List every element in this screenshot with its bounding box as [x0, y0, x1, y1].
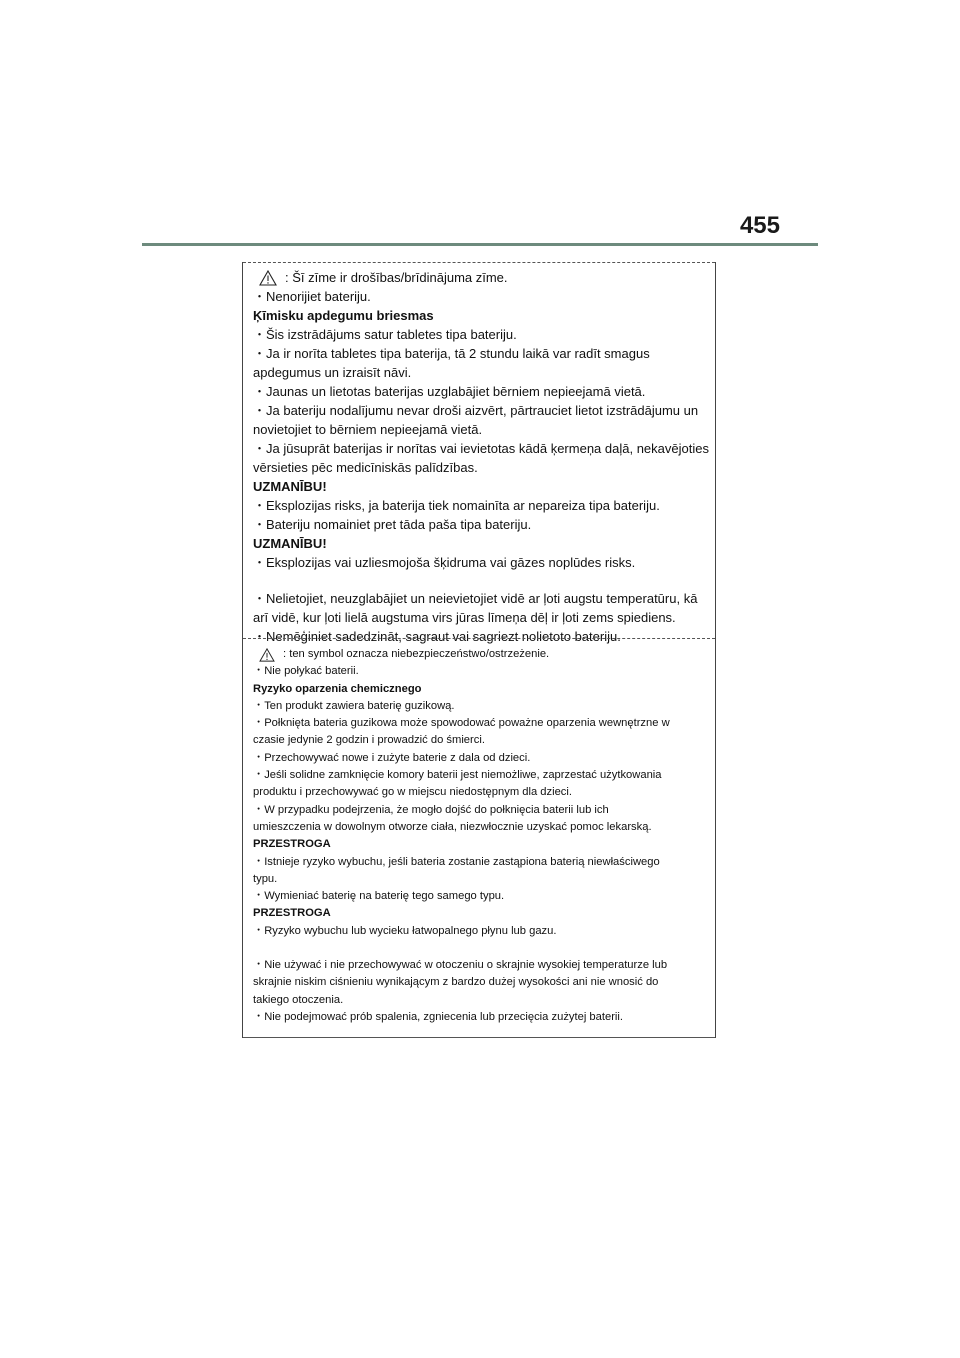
- polish-text-line: ・Przechowywać nowe i zużyte baterie z dala od dzieci.: [253, 751, 531, 764]
- page-number: 455: [739, 212, 780, 239]
- polish-text-line: skrajnie niskim ciśnieniu wynikającym z bardzo dużej wysokości ani nie wnosić do: [253, 976, 659, 989]
- polish-text-line: typu.: [253, 872, 278, 885]
- latvian-heading: UZMANĪBU!: [253, 536, 327, 551]
- polish-symbol-line: [253, 646, 709, 663]
- header-rule: [142, 243, 818, 246]
- polish-lines: [253, 663, 709, 1026]
- latvian-text-line: arī vidē, kur ļoti lielā augstuma virs jūras līmeņa dēļ ir ļoti zems spiediens.: [253, 610, 676, 625]
- latvian-symbol-line: [253, 268, 709, 287]
- latvian-heading: Ķīmisku apdegumu briesmas: [253, 308, 434, 323]
- polish-heading: PRZESTROGA: [253, 838, 331, 851]
- polish-section: [253, 646, 709, 1026]
- polish-text-line: takiego otoczenia.: [253, 993, 344, 1006]
- polish-text-line: ・Ten produkt zawiera baterię guzikową.: [253, 699, 455, 712]
- polish-text-line: ・Ryzyko wybuchu lub wycieku łatwopalnego płynu lub gazu.: [253, 924, 557, 937]
- latvian-text-line: ・Nemēģiniet sadedzināt, sagraut vai sagriezt nolietoto bateriju.: [253, 629, 621, 644]
- battery-warning-notice: [242, 262, 716, 1038]
- latvian-text-line: vērsieties pēc medicīniskās palīdzības.: [253, 460, 478, 475]
- latvian-text-line: novietojiet to bērniem nepieejamā vietā.: [253, 422, 483, 437]
- polish-symbol-note: : ten symbol oznacza niebezpieczeństwo/ostrzeżenie.: [283, 648, 550, 660]
- latvian-heading: UZMANĪBU!: [253, 479, 327, 494]
- latvian-symbol-note: : Šī zīme ir drošības/brīdinājuma zīme.: [285, 270, 508, 285]
- latvian-text-line: ・Ja jūsuprāt baterijas ir norītas vai ievietotas kādā ķermeņa daļā, nekavējoties: [253, 441, 709, 456]
- polish-text-line: ・W przypadku podejrzenia, że mogło dojść do połknięcia baterii lub ich: [253, 803, 609, 816]
- polish-heading: Ryzyko oparzenia chemicznego: [253, 682, 422, 695]
- latvian-text-line: ・Ja ir norīta tabletes tipa baterija, tā 2 stundu laikā var radīt smagus: [253, 346, 650, 361]
- polish-text-line: ・Nie podejmować prób spalenia, zgniecenia lub przecięcia zużytej baterii.: [253, 1010, 624, 1023]
- polish-text-line: ・Nie połykać baterii.: [253, 665, 359, 678]
- polish-text-line: ・Jeśli solidne zamknięcie komory baterii jest niemożliwe, zaprzestać użytkowania: [253, 769, 662, 782]
- polish-text-line: umieszczenia w dowolnym otworze ciała, niezwłocznie uzyskać pomoc lekarską.: [253, 820, 652, 833]
- polish-text-line: ・Połknięta bateria guzikowa może spowodować poważne oparzenia wewnętrzne w: [253, 717, 670, 730]
- latvian-section: [253, 268, 709, 646]
- polish-text-line: ・Istnieje ryzyko wybuchu, jeśli bateria zostanie zastąpiona baterią niewłaściwego: [253, 855, 660, 868]
- latvian-text-line: ・Bateriju nomainiet pret tāda paša tipa bateriju.: [253, 517, 532, 532]
- polish-heading: PRZESTROGA: [253, 907, 331, 920]
- latvian-text-line: ・Nenorijiet bateriju.: [253, 289, 371, 304]
- polish-text-line: produktu i przechowywać go w miejscu niedostępnym dla dzieci.: [253, 786, 572, 799]
- latvian-lines: [253, 287, 709, 646]
- latvian-text-line: ・Nelietojiet, neuzglabājiet un neievietojiet vidē ar ļoti augstu temperatūru, kā: [253, 591, 698, 606]
- latvian-text-line: ・Eksplozijas vai uzliesmojoša šķidruma vai gāzes noplūdes risks.: [253, 555, 636, 570]
- latvian-text-line: ・Jaunas un lietotas baterijas uzglabājiet bērniem nepieejamā vietā.: [253, 384, 646, 399]
- polish-text-line: czasie jedynie 2 godzin i prowadzić do śmierci.: [253, 734, 485, 747]
- latvian-text-line: ・Eksplozijas risks, ja baterija tiek nomainīta ar nepareiza tipa bateriju.: [253, 498, 660, 513]
- latvian-text-line: ・Ja bateriju nodalījumu nevar droši aizvērt, pārtrauciet lietot izstrādājumu un: [253, 403, 699, 418]
- latvian-text-line: apdegumus un izraisīt nāvi.: [253, 365, 412, 380]
- warning-triangle-icon: [259, 648, 275, 662]
- warning-triangle-icon: [259, 270, 277, 286]
- latvian-text-line: ・Šis izstrādājums satur tabletes tipa bateriju.: [253, 327, 517, 342]
- polish-text-line: ・Wymieniać baterię na baterię tego samego typu.: [253, 890, 505, 903]
- language-divider: [243, 638, 715, 639]
- polish-text-line: ・Nie używać i nie przechowywać w otoczeniu o skrajnie wysokiej temperaturze lub: [253, 959, 668, 972]
